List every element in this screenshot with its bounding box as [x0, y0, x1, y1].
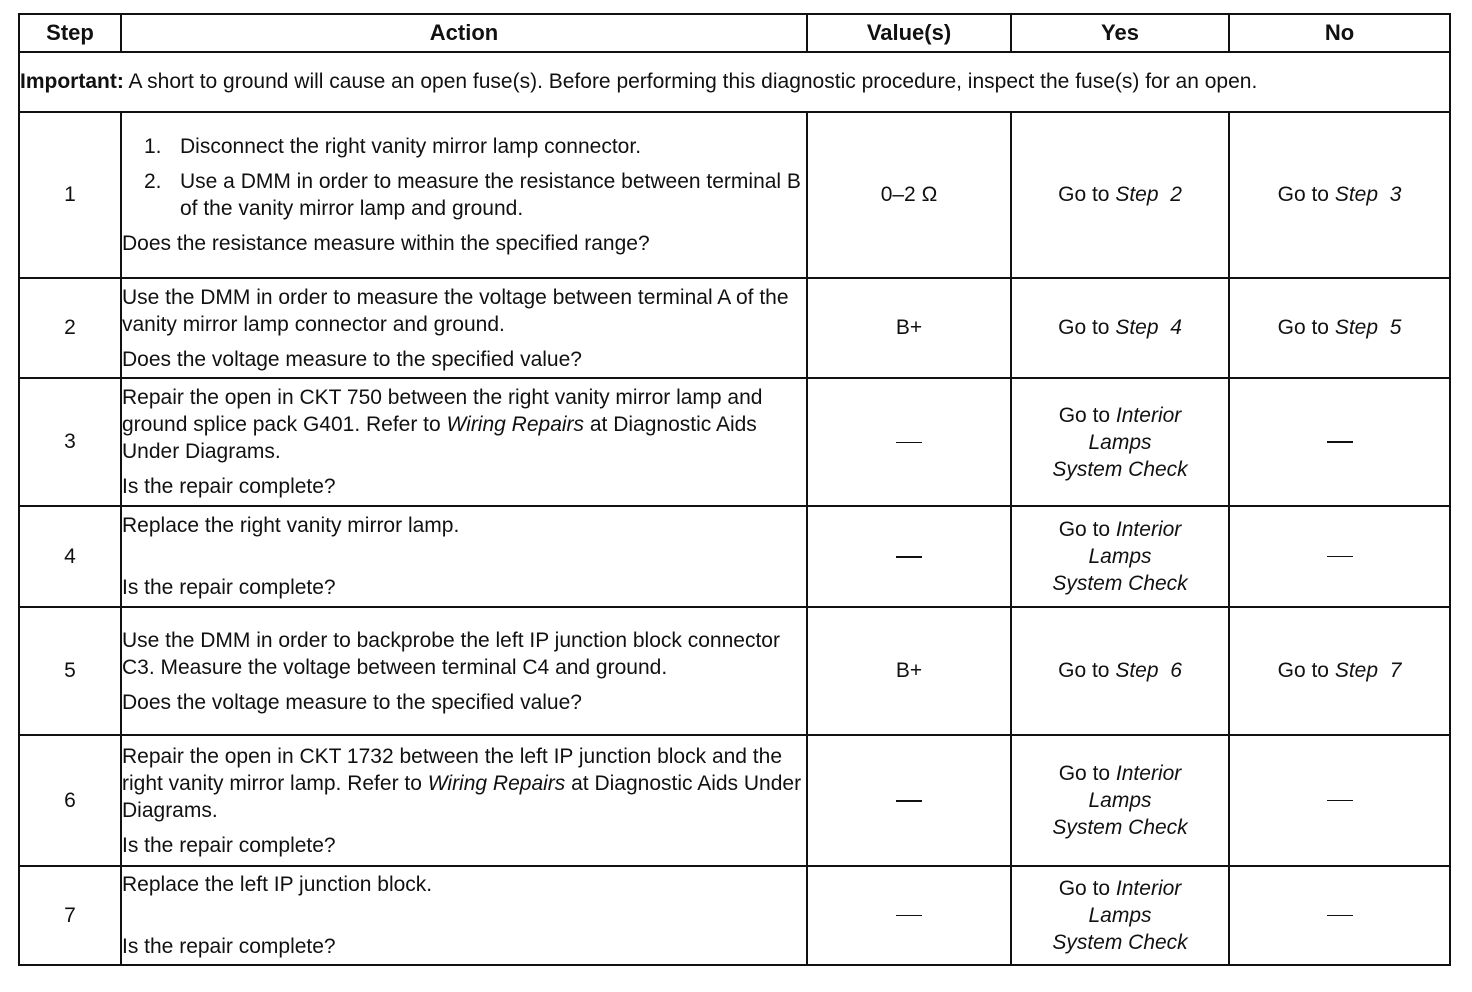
action-cell [121, 378, 807, 506]
action-text: Replace the right vanity mirror lamp. [122, 514, 460, 537]
substep-item [144, 168, 806, 222]
important-text: A short to ground will cause an open fuse(s). Before performing this diagnostic procedure, inspect the fuse(s) for an open. [123, 70, 1258, 93]
important-note-row [19, 52, 1450, 112]
action-cell [121, 112, 807, 278]
step-link-number: 2 [1170, 183, 1182, 206]
table-row-step-2 [19, 278, 1450, 378]
header-yes: Yes [1011, 14, 1229, 52]
substep-number: 1. [144, 135, 162, 158]
action-text: Use the DMM in order to backprobe the left IP junction block connector C3. Measure the voltage between terminal C4 and ground. [122, 628, 780, 679]
empty-value-dash [1327, 556, 1353, 557]
step-number: 2 [19, 278, 121, 378]
wiring-repairs-ref: Wiring Repairs [427, 771, 566, 795]
step-link: Step [1334, 316, 1379, 339]
no-cell [1229, 735, 1450, 866]
empty-value-dash [1327, 441, 1353, 443]
no-cell [1229, 866, 1450, 965]
yes-cell [1011, 607, 1229, 735]
step-link: Step [1115, 316, 1159, 339]
interior-lamps-ref: Lamps [1088, 545, 1152, 568]
value-cell [807, 506, 1011, 607]
goto-text: Go to [1058, 762, 1116, 785]
table-row-step-3 [19, 378, 1450, 506]
empty-value-dash [1327, 800, 1353, 801]
important-note [19, 52, 1450, 112]
action-cell [121, 278, 807, 378]
yes-cell [1011, 506, 1229, 607]
goto-text: Go to [1277, 659, 1335, 682]
action-question: Is the repair complete? [122, 576, 336, 599]
empty-value-dash [896, 800, 922, 802]
empty-value-dash [896, 556, 922, 558]
action-text-part: Repair the open in CKT 1732 between the left IP junction block and the right vanity mirror lamp. Refer to [122, 744, 783, 795]
action-text-part: at Diagnostic Aids Under Diagrams. [122, 771, 802, 822]
system-check-ref: System Check [1052, 572, 1188, 595]
table-row-step-4 [19, 506, 1450, 607]
header-step: Step [19, 14, 121, 52]
goto-text: Go to [1058, 403, 1116, 427]
action-cell [121, 866, 807, 965]
header-action: Action [121, 14, 807, 52]
value-cell [807, 866, 1011, 965]
step-link: Step [1334, 183, 1379, 206]
step-number: 5 [19, 607, 121, 735]
no-cell [1229, 278, 1450, 378]
action-text-part: at Diagnostic Aids Under Diagrams. [122, 413, 757, 463]
value-cell: B+ [807, 278, 1011, 378]
substep-item [144, 133, 806, 160]
step-link-number: 3 [1389, 183, 1402, 206]
step-link-number: 4 [1170, 316, 1182, 339]
no-cell [1229, 112, 1450, 278]
value-cell [807, 378, 1011, 506]
step-link: Step [1334, 659, 1379, 682]
goto-text: Go to [1058, 316, 1116, 339]
value-cell [807, 735, 1011, 866]
substep-text: Disconnect the right vanity mirror lamp connector. [180, 135, 642, 158]
step-number: 6 [19, 735, 121, 866]
empty-value-dash [1327, 915, 1353, 916]
wiring-repairs-ref: Wiring Repairs [446, 413, 585, 436]
interior-lamps-ref: Lamps [1088, 904, 1152, 927]
header-no: No [1229, 14, 1450, 52]
yes-cell [1011, 278, 1229, 378]
step-link-number: 6 [1170, 659, 1182, 682]
system-check-ref: System Check [1052, 457, 1188, 481]
goto-text: Go to [1058, 183, 1116, 206]
action-text: Replace the left IP junction block. [122, 873, 433, 896]
yes-cell [1011, 112, 1229, 278]
action-cell [121, 607, 807, 735]
step-link-number: 7 [1389, 659, 1402, 682]
table-row-step-1 [19, 112, 1450, 278]
step-number: 4 [19, 506, 121, 607]
table-row-step-5 [19, 607, 1450, 735]
substep-list [122, 133, 806, 222]
action-cell [121, 506, 807, 607]
value-cell: 0–2 Ω [807, 112, 1011, 278]
substep-number: 2. [144, 170, 162, 193]
no-cell [1229, 506, 1450, 607]
important-label: Important: [20, 70, 124, 93]
goto-text: Go to [1058, 877, 1116, 900]
no-cell [1229, 607, 1450, 735]
action-question: Does the resistance measure within the specified range? [122, 232, 650, 255]
interior-lamps-ref: Lamps [1088, 789, 1152, 812]
no-cell [1229, 378, 1450, 506]
action-text-part: Repair the open in CKT 750 between the right vanity mirror lamp and ground splice pack G401. Refer to [122, 386, 763, 436]
value-cell: B+ [807, 607, 1011, 735]
interior-lamps-ref: Interior [1115, 877, 1182, 900]
goto-text: Go to [1277, 183, 1335, 206]
step-link-number: 5 [1389, 316, 1402, 339]
system-check-ref: System Check [1052, 931, 1188, 954]
goto-text: Go to [1058, 659, 1116, 682]
action-question: Is the repair complete? [122, 833, 336, 857]
action-question: Does the voltage measure to the specified value? [122, 690, 582, 714]
empty-value-dash [896, 442, 922, 443]
action-text [122, 384, 806, 465]
header-values: Value(s) [807, 14, 1011, 52]
interior-lamps-ref: Lamps [1088, 430, 1152, 454]
goto-text: Go to [1058, 518, 1116, 541]
substep-text: Use a DMM in order to measure the resistance between terminal B of the vanity mirror lamp and ground. [180, 170, 801, 220]
header-row [19, 14, 1450, 52]
action-text: Use the DMM in order to measure the voltage between terminal A of the vanity mirror lamp connector and ground. [122, 285, 789, 336]
system-check-ref: System Check [1052, 816, 1188, 839]
action-question: Does the voltage measure to the specified value? [122, 347, 582, 371]
step-link: Step [1115, 183, 1159, 206]
action-question: Is the repair complete? [122, 935, 336, 958]
step-number: 7 [19, 866, 121, 965]
action-question: Is the repair complete? [122, 475, 336, 498]
empty-value-dash [896, 915, 922, 916]
yes-cell [1011, 735, 1229, 866]
table-row-step-6 [19, 735, 1450, 866]
diagnostic-table [18, 13, 1451, 966]
interior-lamps-ref: Interior [1115, 762, 1182, 785]
action-text [122, 743, 806, 824]
interior-lamps-ref: Interior [1115, 403, 1182, 427]
step-number: 3 [19, 378, 121, 506]
yes-cell [1011, 866, 1229, 965]
step-number: 1 [19, 112, 121, 278]
table-row-step-7 [19, 866, 1450, 965]
goto-text: Go to [1277, 316, 1335, 339]
action-cell [121, 735, 807, 866]
yes-cell [1011, 378, 1229, 506]
step-link: Step [1115, 659, 1159, 682]
interior-lamps-ref: Interior [1115, 518, 1182, 541]
